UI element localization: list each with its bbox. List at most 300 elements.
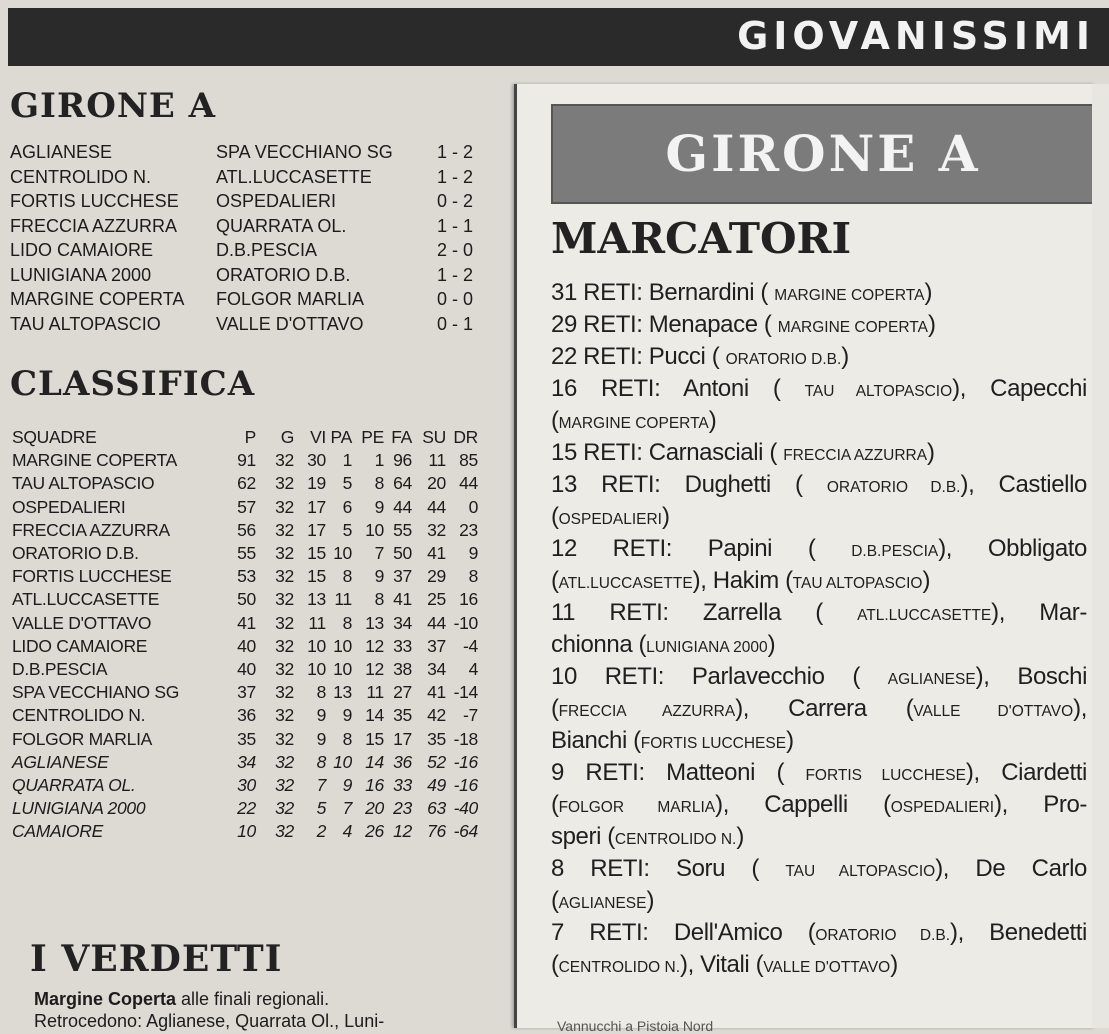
standings-value: 32 — [275, 751, 294, 772]
standings-value: 32 — [275, 589, 294, 610]
scorers-list — [551, 278, 1087, 982]
scorer-line — [551, 406, 1087, 438]
standings-value: 14 — [365, 705, 384, 726]
standings-value: 14 — [365, 751, 384, 772]
standings-value: -7 — [463, 705, 478, 726]
standings-value: -16 — [453, 751, 478, 772]
standings-value: 62 — [237, 473, 256, 494]
scorer-team: FORTIS LUCCHESE — [805, 767, 966, 784]
standings-value: 8 — [374, 589, 384, 610]
standings-value: 11 — [428, 450, 446, 471]
result-score: 0 - 1 — [437, 313, 474, 334]
scorer-team: ATL.LUCCASETTE — [857, 607, 992, 624]
standings-value: 11 — [308, 612, 326, 633]
standings-value: 38 — [393, 658, 412, 679]
standings-value: 32 — [275, 821, 294, 842]
standings-value: 34 — [427, 658, 446, 679]
standings-value: 7 — [342, 798, 352, 819]
standings-value: 25 — [427, 589, 446, 610]
scorer-team: FRECCIA AZZURRA — [558, 703, 736, 720]
result-away-team: QUARRATA OL. — [216, 215, 347, 236]
standings-row — [12, 449, 478, 472]
standings-team: FRECCIA AZZURRA — [12, 519, 170, 540]
result-away-team: OSPEDALIERI — [216, 191, 337, 211]
standings-value: 55 — [237, 543, 256, 564]
scorer-text: ) — [924, 279, 933, 306]
standings-value: 33 — [393, 635, 412, 656]
verdetti-text — [34, 988, 504, 1032]
scorer-text: ), De Carlo — [935, 855, 1087, 882]
standings-value: 32 — [275, 566, 294, 587]
standings-value: 12 — [365, 658, 384, 679]
standings-value: 1 — [342, 450, 352, 471]
standings-value: 9 — [316, 705, 326, 726]
scorer-text: Bianchi ( — [551, 727, 641, 754]
standings-value: 13 — [365, 612, 384, 633]
standings-row — [12, 565, 478, 588]
scorer-text: ), — [1073, 695, 1087, 722]
standings-value: 13 — [307, 589, 326, 610]
standings-value: 32 — [275, 496, 294, 517]
scorer-team: FORTIS LUCCHESE — [640, 735, 787, 752]
verdetti-cut-line: Retrocedono: Aglianese, Quarrata Ol., Luni- — [34, 1011, 385, 1031]
scorer-text: 7 RETI: Dell'Amico ( — [551, 919, 816, 946]
scorer-text: ), Ciardetti — [965, 759, 1087, 786]
standings-value: 27 — [393, 682, 412, 703]
standings-team: OSPEDALIERI — [12, 496, 126, 517]
scorer-text: 22 RETI: Pucci ( — [551, 343, 726, 370]
standings-value: 33 — [393, 774, 412, 795]
standings-value: 10 — [333, 658, 352, 679]
standings-value: 50 — [237, 589, 256, 610]
standings-value: 5 — [342, 519, 352, 540]
scorer-text: ), Mar- — [991, 599, 1087, 626]
result-home-team: CENTROLIDO N. — [10, 166, 152, 187]
standings-value: 44 — [427, 612, 446, 633]
scorer-text: ) — [736, 823, 744, 850]
standings-team: LIDO CAMAIORE — [12, 635, 148, 656]
standings-value: 8 — [316, 751, 326, 772]
standings-value: 41 — [237, 612, 256, 633]
scorer-text: 31 RETI: Bernardini ( — [551, 279, 775, 306]
standings-team: CENTROLIDO N. — [12, 705, 146, 726]
scorer-line — [551, 598, 1087, 630]
girone-banner-title: GIRONE A — [665, 124, 981, 183]
standings-value: 9 — [468, 543, 478, 564]
standings-header-cell: G — [280, 427, 294, 448]
standings-value: 44 — [459, 473, 478, 494]
standings-header-cell: P — [244, 427, 256, 448]
standings-value: 37 — [237, 682, 256, 703]
standings-value: 53 — [237, 566, 256, 587]
standings-row — [12, 588, 478, 611]
result-home-team: FORTIS LUCCHESE — [10, 191, 179, 211]
standings-value: 9 — [374, 566, 384, 587]
standings-value: 32 — [275, 519, 294, 540]
scorer-text: 12 RETI: Papini ( — [551, 535, 852, 562]
result-away-team: D.B.PESCIA — [216, 240, 318, 260]
standings-value: 26 — [365, 821, 384, 842]
scorer-text: ), Pro- — [994, 791, 1087, 818]
result-home-team: AGLIANESE — [10, 142, 113, 162]
standings-value: 85 — [459, 450, 478, 471]
standings-value: 4 — [468, 658, 478, 679]
scorer-text: speri ( — [551, 823, 615, 850]
standings-value: 20 — [365, 798, 384, 819]
scorer-team: ORATORIO D.B. — [826, 479, 961, 496]
result-home-team: TAU ALTOPASCIO — [10, 313, 161, 334]
standings-value: 23 — [393, 798, 412, 819]
scorer-line — [551, 790, 1087, 822]
standings-value: 34 — [237, 751, 256, 772]
standings-value: 35 — [393, 705, 412, 726]
scorer-text: ) — [922, 567, 931, 594]
standings-value: 32 — [275, 612, 294, 633]
standings-value: 23 — [459, 519, 478, 540]
standings-value: 0 — [468, 496, 478, 517]
standings-value: 5 — [342, 473, 352, 494]
page-edge — [1092, 84, 1109, 1028]
standings-row — [12, 472, 478, 495]
standings-value: 8 — [374, 473, 384, 494]
scorer-text: ) — [646, 887, 655, 914]
scorer-text: 15 RETI: Carnasciali ( — [551, 439, 784, 466]
standings-value: 32 — [275, 450, 294, 471]
result-away-team: VALLE D'OTTAVO — [216, 313, 364, 334]
standings-header-cell: SQUADRE — [12, 427, 97, 448]
scorer-text: ) — [890, 951, 898, 978]
section-header-bar — [8, 8, 1109, 66]
standings-value: 32 — [275, 682, 294, 703]
standings-row — [12, 635, 478, 658]
standings-value: 12 — [365, 635, 384, 656]
standings-value: 44 — [427, 496, 446, 517]
standings-team: FOLGOR MARLIA — [12, 728, 153, 749]
standings-value: 11 — [366, 682, 384, 703]
scorer-team: ATL.LUCCASETTE — [558, 575, 693, 592]
scorers-clipping — [514, 84, 1095, 1034]
scorer-text: ) — [786, 727, 794, 754]
scorer-text: ), Capecchi — [952, 375, 1087, 402]
scorer-text: ) — [927, 311, 936, 338]
standings-table — [12, 426, 478, 843]
standings-value: 15 — [365, 728, 384, 749]
scorer-team: VALLE D'OTTAVO — [763, 959, 891, 976]
standings-value: 35 — [237, 728, 256, 749]
standings-value: 32 — [275, 658, 294, 679]
scorer-text: ( — [551, 407, 559, 434]
standings-value: 10 — [333, 635, 352, 656]
scorer-text: 16 RETI: Antoni ( — [551, 375, 805, 402]
result-home-team: LUNIGIANA 2000 — [10, 264, 152, 285]
scorer-team: ORATORIO D.B. — [725, 351, 842, 368]
standings-value: 57 — [237, 496, 256, 517]
standings-value: 32 — [275, 774, 294, 795]
standings-value: 5 — [316, 798, 326, 819]
girone-title: GIRONE A — [10, 86, 217, 126]
standings-value: 44 — [393, 496, 412, 517]
standings-team: FORTIS LUCCHESE — [12, 566, 172, 587]
section-title: GIOVANISSIMI — [737, 14, 1095, 58]
standings-team: D.B.PESCIA — [12, 658, 108, 679]
scorer-team: FRECCIA AZZURRA — [783, 447, 928, 464]
scorer-line — [551, 374, 1087, 406]
scorer-line — [551, 726, 1087, 758]
scorer-team: MARGINE COPERTA — [774, 287, 925, 304]
standings-value: 41 — [393, 589, 412, 610]
standings-row — [12, 519, 478, 542]
scorer-text: ), Vitali ( — [680, 951, 764, 978]
standings-value: 10 — [307, 635, 326, 656]
standings-value: 7 — [316, 774, 326, 795]
standings-header-cell: FA — [391, 427, 412, 448]
left-column — [0, 66, 515, 1031]
standings-value: 20 — [427, 473, 446, 494]
standings-value: 6 — [342, 496, 352, 517]
standings-team: MARGINE COPERTA — [12, 450, 178, 471]
standings-header-cell: SU — [422, 427, 446, 448]
scorer-team: AGLIANESE — [887, 671, 976, 688]
scorer-line — [551, 310, 1087, 342]
standings-value: -18 — [453, 728, 478, 749]
standings-value: 17 — [307, 496, 326, 517]
standings-value: 19 — [307, 473, 326, 494]
scorer-line — [551, 694, 1087, 726]
scorer-text: 11 RETI: Zarrella ( — [551, 599, 858, 626]
standings-value: -10 — [453, 612, 478, 633]
standings-value: 56 — [237, 519, 256, 540]
result-away-team: ATL.LUCCASETTE — [216, 166, 372, 187]
scorer-text: ) — [841, 343, 849, 370]
standings-value: 9 — [316, 728, 326, 749]
standings-row — [12, 658, 478, 681]
scorer-line — [551, 854, 1087, 886]
standings-value: 7 — [374, 543, 384, 564]
standings-team: CAMAIORE — [12, 821, 103, 842]
scorer-text: ), Cappelli ( — [715, 791, 891, 818]
scorer-team: OSPEDALIERI — [890, 799, 995, 816]
result-home-team: MARGINE COPERTA — [10, 289, 185, 309]
standings-value: -14 — [453, 682, 478, 703]
bottom-cut-text: Vannucchi a Pistoia Nord — [557, 1018, 714, 1034]
scorer-line — [551, 822, 1087, 854]
scorer-line — [551, 534, 1087, 566]
standings-value: 9 — [342, 705, 352, 726]
standings-value: 32 — [275, 543, 294, 564]
scorer-text: 29 RETI: Menapace ( — [551, 311, 778, 338]
result-home-team: LIDO CAMAIORE — [10, 240, 154, 260]
standings-value: 64 — [393, 473, 412, 494]
scorer-line — [551, 950, 1087, 982]
standings-header-cell: VI — [310, 427, 326, 448]
standings-row — [12, 820, 478, 843]
standings-row — [12, 774, 478, 797]
scorer-text: ), Obbligato — [938, 535, 1087, 562]
scorer-line — [551, 630, 1087, 662]
standings-value: 29 — [427, 566, 446, 587]
standings-value: 36 — [393, 751, 412, 772]
standings-value: 8 — [342, 612, 352, 633]
standings-value: 10 — [365, 519, 384, 540]
scorer-line — [551, 886, 1087, 918]
standings-value: 91 — [237, 450, 256, 471]
standings-value: 15 — [307, 543, 326, 564]
standings-value: 96 — [393, 450, 412, 471]
girone-banner — [551, 104, 1095, 204]
standings-value: 17 — [307, 519, 326, 540]
standings-value: 9 — [342, 774, 352, 795]
standings-value: 36 — [237, 705, 256, 726]
scorer-text: ), Benedetti — [950, 919, 1087, 946]
standings-value: 35 — [427, 728, 446, 749]
standings-value: 4 — [342, 821, 352, 842]
standings-value: -40 — [453, 798, 478, 819]
result-away-team: FOLGOR MARLIA — [216, 289, 365, 309]
standings-value: 32 — [427, 519, 446, 540]
standings-value: 8 — [316, 682, 326, 703]
result-score: 1 - 2 — [437, 264, 474, 285]
scorer-line — [551, 438, 1087, 470]
standings-row — [12, 496, 478, 519]
result-score: 1 - 2 — [437, 166, 474, 187]
scorer-line — [551, 278, 1087, 310]
standings-row — [12, 797, 478, 820]
standings-value: 30 — [237, 774, 256, 795]
scorer-team: FOLGOR MARLIA — [558, 799, 716, 816]
scorer-line — [551, 566, 1087, 598]
verdetti-team: Margine Coperta — [34, 989, 177, 1009]
scorer-text: ), Carrera ( — [735, 695, 914, 722]
scorer-line — [551, 662, 1087, 694]
standings-row — [12, 542, 478, 565]
standings-value: 32 — [275, 473, 294, 494]
result-score: 0 - 0 — [437, 289, 474, 309]
standings-value: 10 — [333, 543, 352, 564]
standings-header-cell: PA — [330, 427, 352, 448]
result-score: 1 - 2 — [437, 142, 474, 162]
scorer-team: TAU ALTOPASCIO — [792, 575, 923, 592]
scorer-team: TAU ALTOPASCIO — [785, 863, 936, 880]
standings-header-cell: DR — [453, 427, 478, 448]
standings-row — [12, 704, 478, 727]
marcatori-title: MARCATORI — [551, 214, 852, 263]
standings-team: ORATORIO D.B. — [12, 543, 139, 564]
standings-value: 41 — [427, 682, 446, 703]
result-score: 1 - 1 — [437, 215, 474, 236]
scorer-text: ( — [551, 887, 559, 914]
standings-value: 17 — [393, 728, 412, 749]
scorer-team: MARGINE COPERTA — [558, 415, 709, 432]
scorer-team: VALLE D'OTTAVO — [913, 703, 1074, 720]
verdetti-sentence: alle finali regionali. — [176, 989, 330, 1009]
scorer-team: CENTROLIDO N. — [614, 831, 737, 848]
result-away-team: ORATORIO D.B. — [216, 264, 351, 285]
scorer-text: ( — [551, 503, 559, 530]
standings-value: -16 — [453, 774, 478, 795]
scorer-text: ), Castiello — [960, 471, 1087, 498]
standings-value: 11 — [334, 589, 352, 610]
standings-value: 22 — [237, 798, 256, 819]
standings-row — [12, 751, 478, 774]
scorer-text: 9 RETI: Matteoni ( — [551, 759, 806, 786]
scorer-text: 13 RETI: Dughetti ( — [551, 471, 827, 498]
scorer-text: chionna ( — [551, 631, 647, 658]
standings-value: 52 — [427, 751, 446, 772]
scorer-line — [551, 758, 1087, 790]
scorer-text: ) — [708, 407, 717, 434]
verdetti-title: I VERDETTI — [30, 938, 283, 980]
standings-value: 32 — [275, 635, 294, 656]
scorer-text: ( — [551, 695, 559, 722]
standings-value: 49 — [427, 774, 446, 795]
standings-value: 8 — [468, 566, 478, 587]
classifica-title: CLASSIFICA — [10, 364, 256, 404]
standings-team: AGLIANESE — [12, 751, 109, 772]
scorer-team: CENTROLIDO N. — [558, 959, 681, 976]
scorer-text: ), Hakim ( — [692, 567, 793, 594]
standings-value: -4 — [463, 635, 478, 656]
standings-value: 10 — [237, 821, 256, 842]
standings-value: 12 — [393, 821, 412, 842]
standings-value: 10 — [307, 658, 326, 679]
standings-value: 32 — [275, 705, 294, 726]
standings-value: 8 — [342, 566, 352, 587]
scorer-team: D.B.PESCIA — [851, 543, 939, 560]
standings-value: -64 — [453, 821, 478, 842]
scorer-text: ( — [551, 951, 559, 978]
standings-value: 37 — [393, 566, 412, 587]
standings-row — [12, 681, 478, 704]
standings-row — [12, 727, 478, 750]
scorer-text: ) — [661, 503, 670, 530]
scorer-team: LUNIGIANA 2000 — [646, 639, 768, 656]
scorer-text: ( — [551, 791, 559, 818]
standings-value: 32 — [275, 728, 294, 749]
standings-value: 32 — [275, 798, 294, 819]
scorer-line — [551, 470, 1087, 502]
standings-header-row — [12, 426, 478, 449]
standings-team: ATL.LUCCASETTE — [12, 589, 160, 610]
standings-value: 40 — [237, 635, 256, 656]
standings-value: 15 — [307, 566, 326, 587]
scorer-line — [551, 918, 1087, 950]
result-score: 2 - 0 — [437, 240, 474, 260]
standings-value: 8 — [342, 728, 352, 749]
standings-team: TAU ALTOPASCIO — [12, 473, 155, 494]
scorer-team: TAU ALTOPASCIO — [804, 383, 953, 400]
standings-header-cell: PE — [361, 427, 384, 448]
scorer-line — [551, 342, 1087, 374]
standings-value: 41 — [427, 543, 446, 564]
scorer-team: AGLIANESE — [558, 895, 647, 912]
standings-team: QUARRATA OL. — [12, 774, 136, 795]
standings-value: 30 — [307, 450, 326, 471]
standings-value: 1 — [374, 450, 384, 471]
result-away-team: SPA VECCHIANO SG — [216, 142, 393, 162]
standings-value: 34 — [393, 612, 412, 633]
scorer-team: MARGINE COPERTA — [777, 319, 928, 336]
standings-value: 16 — [459, 589, 478, 610]
standings-value: 37 — [427, 635, 446, 656]
standings-value: 9 — [374, 496, 384, 517]
scorer-line — [551, 502, 1087, 534]
standings-value: 16 — [365, 774, 384, 795]
standings-value: 50 — [393, 543, 412, 564]
standings-value: 40 — [237, 658, 256, 679]
standings-team: SPA VECCHIANO SG — [12, 682, 180, 703]
standings-value: 55 — [393, 519, 412, 540]
standings-value: 2 — [316, 821, 326, 842]
